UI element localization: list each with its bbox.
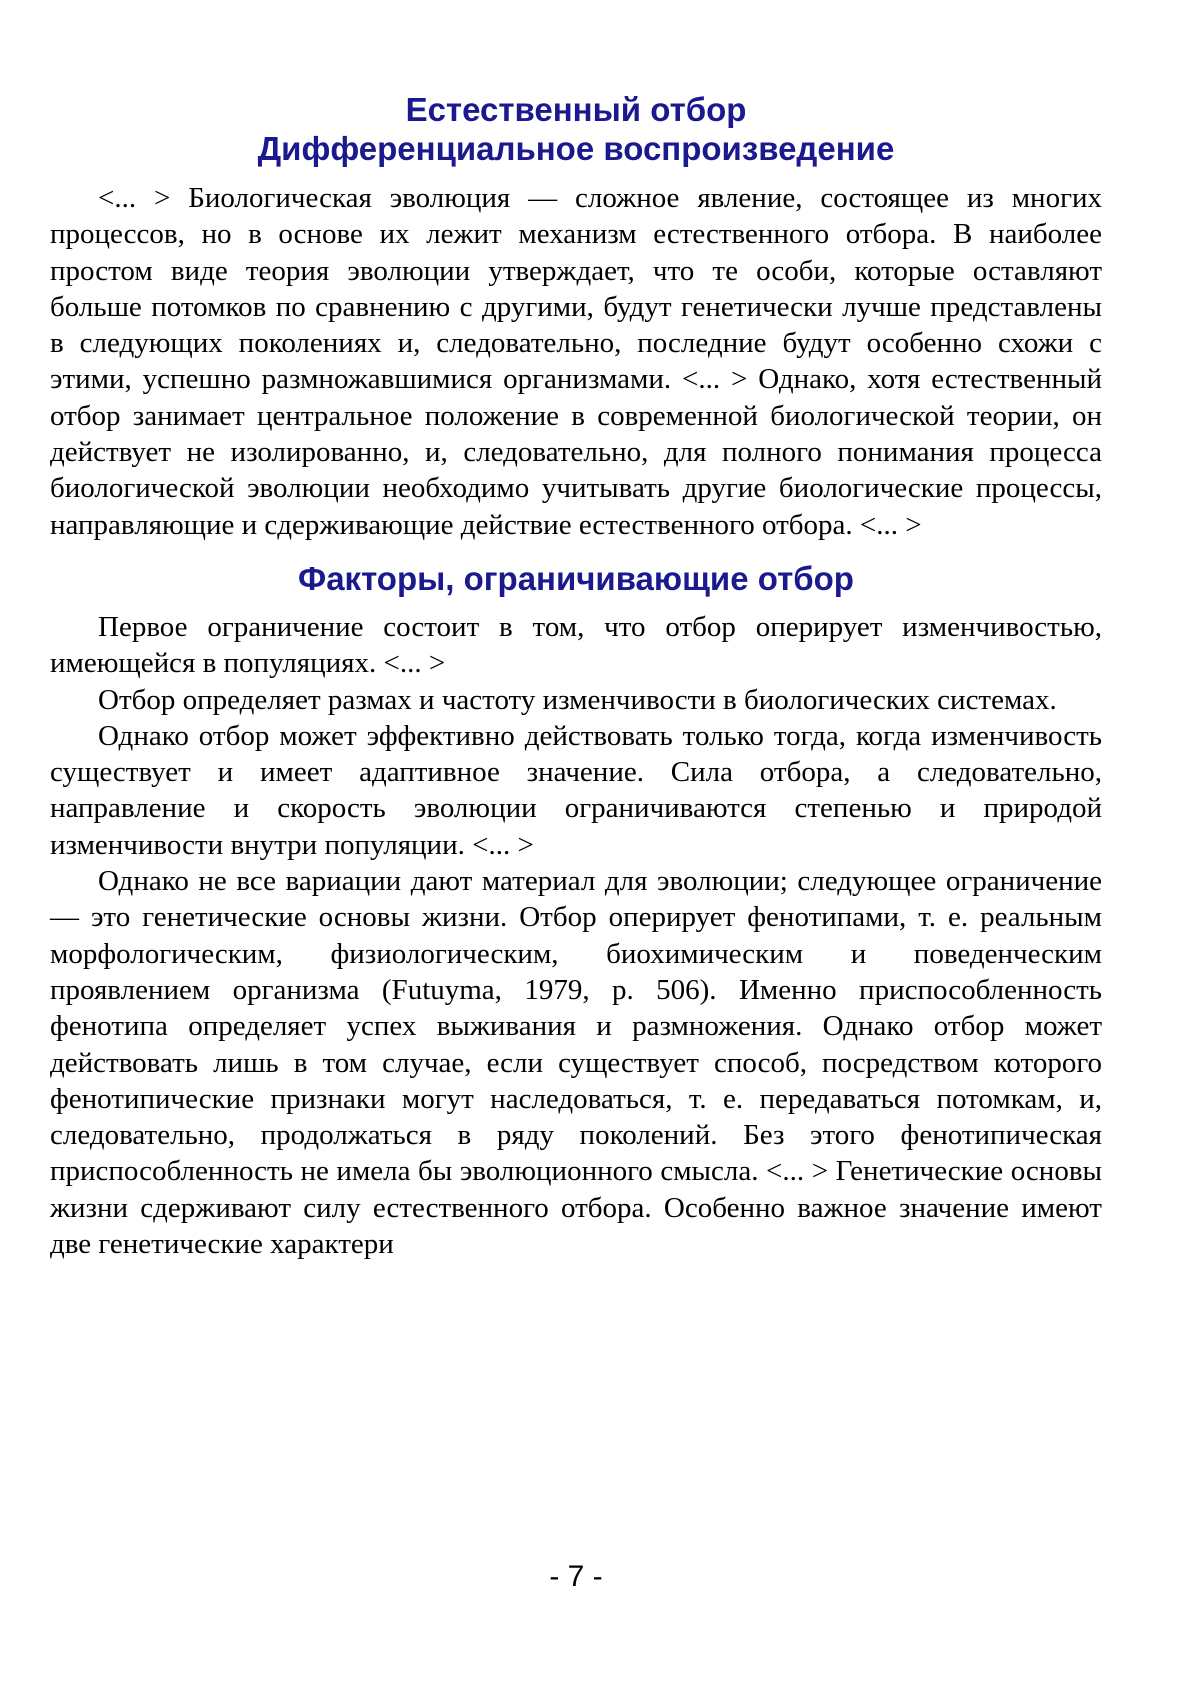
paragraph: Первое ограничение состоит в том, что отбор оперирует изменчивостью, имеющейся в популяциях. <... > (50, 610, 1102, 680)
paragraph: Отбор определяет размах и частоту изменчивости в биологических системах. (98, 683, 1057, 716)
page-number: - 7 - (549, 1560, 603, 1593)
section-differential-reproduction (50, 180, 1102, 543)
text-column (50, 0, 1102, 1262)
paragraph: Однако отбор может эффективно действовать только тогда, когда изменчивость существует и имеет адаптивное значение. Сила отбора, а следовательно, направление и скорость эволюции ограничиваются степенью и природой изменчивости внутри популяции. <... > (50, 719, 1102, 861)
paragraph: Однако не все вариации дают материал для эволюции; следующее ограничение — это генетические основы жизни. Отбор оперирует фенотипами, т. е. реальным морфологическим, физиологическим, биохимическим и поведенческим проявлением организма (Futuyma, 1979, p. 506). Именно приспособленность фенотипа определяет успех выживания и размножения. Однако отбор может действовать лишь в том случае, если существует способ, посредством которого фенотипические признаки могут наследоваться, т. е. передаваться потомкам, и, следовательно, продолжаться в ряду поколений. Без этого фенотипическая приспособленность не имела бы эволюционного смысла. <... > Генетические основы жизни сдерживают силу естественного отбора. Особенно важное значение имеют две генетические характери (50, 865, 1102, 1261)
section-heading-factors: Факторы, ограничивающие отбор (298, 559, 854, 597)
page-title: Естественный отбор (405, 91, 747, 128)
page-subtitle: Дифференциальное воспроизведение (257, 130, 895, 167)
paragraph: <... > Биологическая эволюция — сложное явление, состоящее из многих процессов, но в основе их лежит механизм естественного отбора. В наиболее простом виде теория эволюции утверждает, что те особи, которые оставляют больше потомков по сравнению с другими, будут генетически лучше представлены в следующих поколениях и, следовательно, последние будут особенно схожи с этими, успешно размножавшимися организмами. <... > Однако, хотя естественный отбор занимает центральное положение в современной биологической теории, он действует не изолированно, и, следовательно, для полного понимания процесса биологической эволюции необходимо учитывать другие биологические процессы, направляющие и сдерживающие действие естественного отбора. <... > (50, 182, 1102, 541)
document-heading (50, 90, 1102, 168)
section-factors-limiting-selection (50, 609, 1102, 1262)
